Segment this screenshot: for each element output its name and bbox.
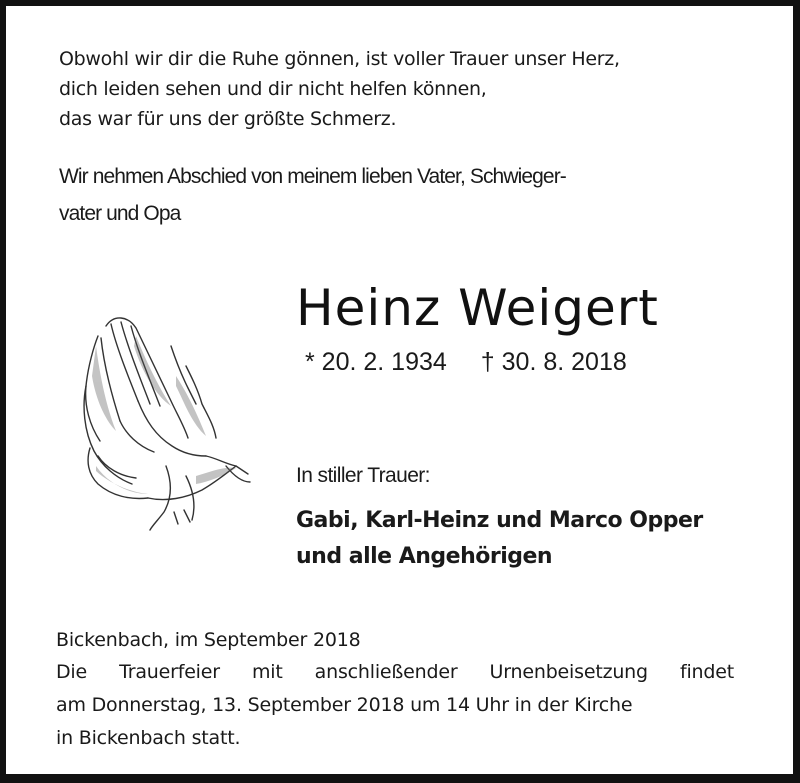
farewell-intro — [59, 158, 566, 232]
deceased-name: Heinz Weigert — [296, 279, 659, 337]
ceremony-info — [56, 656, 734, 755]
mourning-label: In stiller Trauer: — [296, 464, 430, 487]
birth-date: * 20. 2. 1934 — [305, 348, 447, 376]
ceremony-line: am Donnerstag, 13. September 2018 um 14 Uhr in der Kirche — [56, 694, 633, 716]
ceremony-line: Die Trauerfeier mit anschließender Urnenbeisetzung findet — [56, 661, 734, 683]
mourners-line: und alle Angehörigen — [296, 544, 553, 569]
life-dates — [305, 344, 627, 380]
death-date: † 30. 8. 2018 — [480, 348, 627, 376]
intro-line: vater und Opa — [59, 202, 181, 225]
ceremony-line: in Bickenbach statt. — [56, 727, 241, 749]
praying-hands-icon — [76, 306, 256, 531]
mourners-line: Gabi, Karl-Heinz und Marco Opper — [296, 508, 703, 533]
poem-line: Obwohl wir dir die Ruhe gönnen, ist voller Trauer unser Herz, — [59, 48, 620, 70]
mourners — [296, 503, 703, 575]
poem-line: dich leiden sehen und dir nicht helfen können, — [59, 78, 487, 100]
poem-line: das war für uns der größte Schmerz. — [59, 108, 397, 130]
place-date: Bickenbach, im September 2018 — [56, 629, 361, 651]
intro-line: Wir nehmen Abschied von meinem lieben Vater, Schwieger- — [59, 165, 566, 188]
poem — [59, 44, 620, 134]
